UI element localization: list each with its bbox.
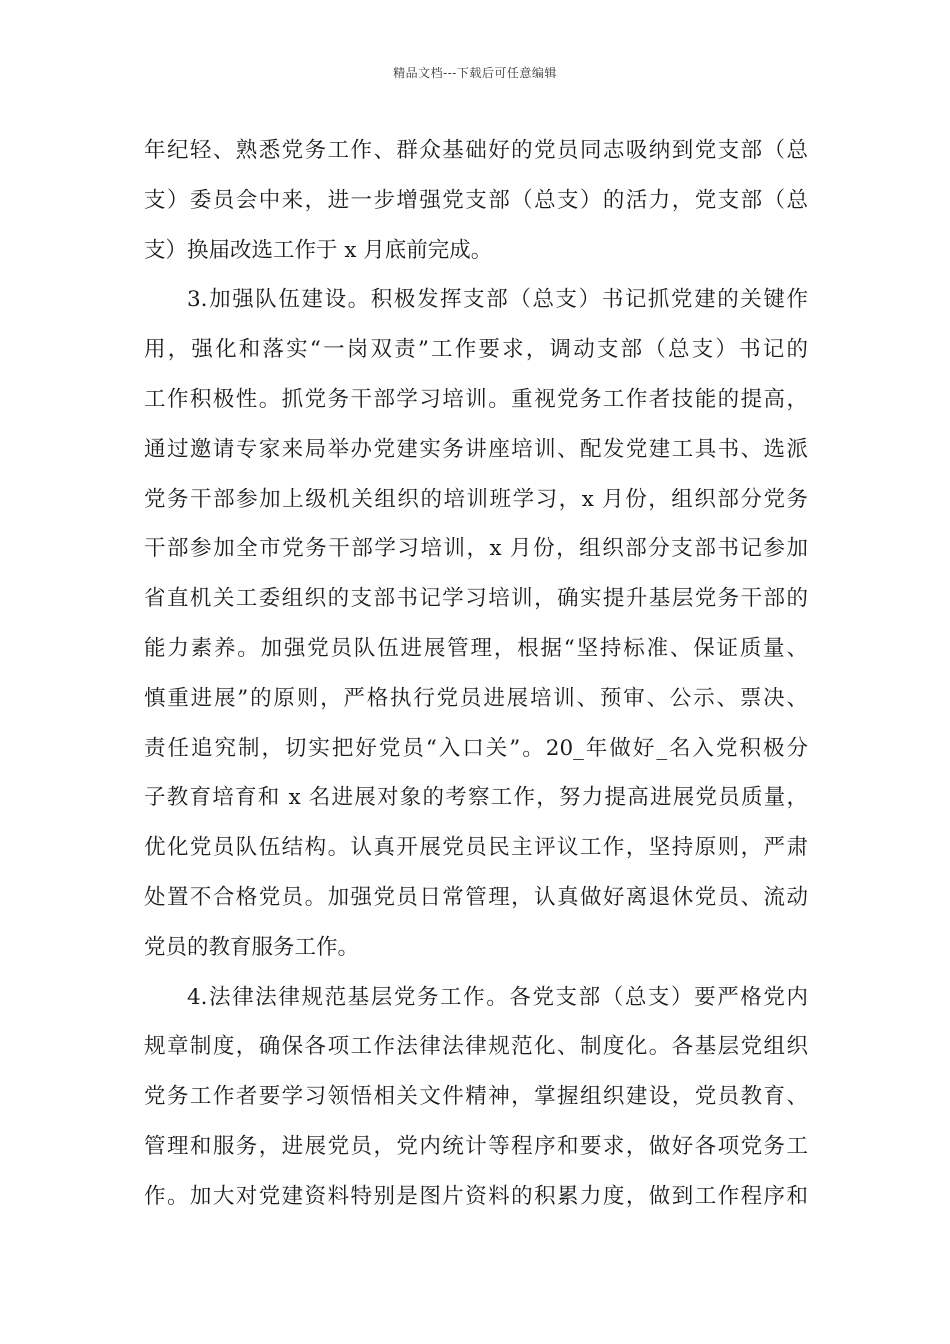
text-line: 省直机关工委组织的支部书记学习培训，确实提升基层党务干部的: [144, 586, 808, 612]
text-line: 支）换届改选工作于 x 月底前完成。: [144, 237, 493, 263]
text-line: 党员的教育服务工作。: [144, 934, 360, 960]
text-line: 子教育培育和 x 名进展对象的考察工作，努力提高进展党员质量，: [144, 785, 808, 811]
document-body: [144, 132, 808, 1228]
page-header: 精品文档---下载后可任意编辑: [393, 66, 557, 80]
text-line: 4.法律法律规范基层党务工作。各党支部（总支）要严格党内: [187, 984, 808, 1010]
text-line: 党务工作者要学习领悟相关文件精神，掌握组织建设，党员教育、: [144, 1084, 808, 1110]
text-line: 优化党员队伍结构。认真开展党员民主评议工作，坚持原则，严肃: [144, 835, 808, 861]
text-line: 规章制度，确保各项工作法律法律规范化、制度化。各基层党组织: [144, 1034, 808, 1060]
text-line: 管理和服务，进展党员，党内统计等程序和要求，做好各项党务工: [144, 1133, 808, 1159]
text-line: 责任追究制，切实把好党员“入口关”。20_年做好_名入党积极分: [144, 735, 808, 761]
text-line: 慎重进展”的原则，严格执行党员进展培训、预审、公示、票决、: [144, 685, 808, 711]
text-line: 3.加强队伍建设。积极发挥支部（总支）书记抓党建的关键作: [187, 287, 808, 313]
text-line: 年纪轻、熟悉党务工作、群众基础好的党员同志吸纳到党支部（总: [144, 138, 808, 163]
text-line: 用，强化和落实“一岗双责”工作要求，调动支部（总支）书记的: [144, 337, 808, 363]
text-line: 通过邀请专家来局举办党建实务讲座培训、配发党建工具书、选派: [144, 436, 808, 462]
text-line: 干部参加全市党务干部学习培训，x 月份，组织部分支部书记参加: [144, 536, 808, 562]
text-line: 处置不合格党员。加强党员日常管理，认真做好离退休党员、流动: [144, 884, 808, 910]
text-line: 党务干部参加上级机关组织的培训班学习，x 月份，组织部分党务: [144, 486, 808, 512]
text-line: 作。加大对党建资料特别是图片资料的积累力度，做到工作程序和: [144, 1183, 808, 1209]
text-line: 工作积极性。抓党务干部学习培训。重视党务工作者技能的提高，: [144, 386, 808, 412]
text-line: 能力素养。加强党员队伍进展管理，根据“坚持标准、保证质量、: [144, 635, 808, 661]
text-line: 支）委员会中来，进一步增强党支部（总支）的活力，党支部（总: [144, 187, 808, 213]
